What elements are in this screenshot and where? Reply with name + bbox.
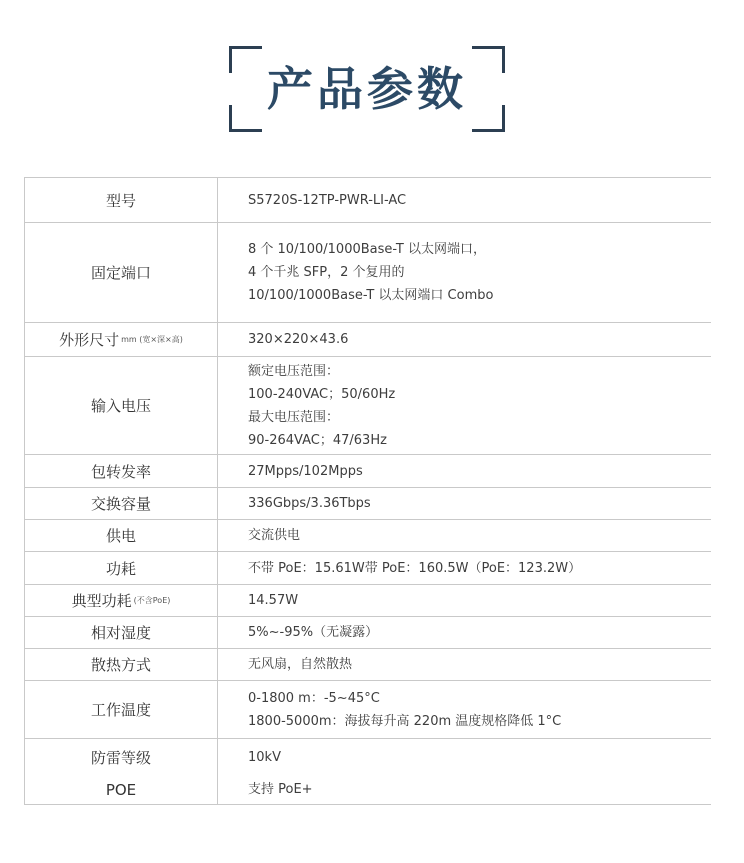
- spec-value-line: 336Gbps/3.36Tbps: [248, 496, 371, 511]
- spec-row-packet-rate: [25, 455, 711, 488]
- spec-label: 型号: [25, 178, 218, 222]
- spec-value: [218, 357, 711, 454]
- spec-row-power-supply: [25, 520, 711, 552]
- spec-value-line: 10kV: [248, 749, 281, 765]
- spec-value: [218, 739, 711, 775]
- spec-label: 交换容量: [25, 488, 218, 519]
- spec-label-text: 外形尺寸: [59, 331, 120, 349]
- spec-value-line: 0-1800 m：-5~45°C: [248, 690, 380, 706]
- spec-label: [25, 585, 218, 616]
- spec-value-line: 90-264VAC；47/63Hz: [248, 432, 387, 448]
- spec-label: 功耗: [25, 552, 218, 584]
- spec-row-typical-power: [25, 585, 711, 617]
- spec-row-dimensions: [25, 323, 711, 357]
- spec-label: 供电: [25, 520, 218, 551]
- spec-label-text: 典型功耗: [71, 592, 132, 610]
- spec-label: [25, 323, 218, 356]
- spec-value-line: 不带 PoE：15.61W带 PoE：160.5W（PoE：123.2W）: [248, 560, 582, 576]
- spec-value-line: 最大电压范围：: [248, 409, 340, 425]
- spec-value: [218, 323, 711, 356]
- spec-value-line: 100-240VAC；50/60Hz: [248, 386, 396, 402]
- title-block: [229, 46, 505, 132]
- spec-value-line: 320×220×43.6: [248, 332, 349, 347]
- spec-row-surge-protection: [25, 739, 711, 775]
- spec-label: 防雷等级: [25, 739, 218, 775]
- spec-label: POE: [25, 775, 218, 804]
- spec-row-switching-capacity: [25, 488, 711, 520]
- spec-table: [24, 177, 711, 805]
- spec-value-line: 27Mpps/102Mpps: [248, 463, 363, 479]
- spec-value-line: 4 个千兆 SFP，2 个复用的: [248, 265, 405, 280]
- spec-label: 工作温度: [25, 681, 218, 738]
- spec-value: [218, 617, 711, 648]
- spec-row-operating-temperature: [25, 681, 711, 739]
- spec-label-note: mm (宽×深×高): [121, 335, 183, 344]
- spec-value: [218, 455, 711, 487]
- spec-row-ports: [25, 223, 711, 323]
- spec-value-line: 额定电压范围：: [248, 363, 340, 379]
- spec-value-line: 8 个 10/100/1000Base-T 以太网端口，: [248, 242, 486, 257]
- spec-value: [218, 585, 711, 616]
- spec-label: 散热方式: [25, 649, 218, 680]
- spec-row-cooling: [25, 649, 711, 681]
- spec-row-humidity: [25, 617, 711, 649]
- spec-row-input-voltage: [25, 357, 711, 455]
- spec-row-poe: [25, 775, 711, 805]
- spec-label: 相对湿度: [25, 617, 218, 648]
- spec-value: [218, 775, 711, 804]
- spec-label: 包转发率: [25, 455, 218, 487]
- spec-value-line: 1800-5000m：海拔每升高 220m 温度规格降低 1°C: [248, 713, 562, 729]
- spec-value: [218, 649, 711, 680]
- spec-value-line: 10/100/1000Base-T 以太网端口 Combo: [248, 288, 494, 303]
- spec-row-model: [25, 178, 711, 223]
- spec-value: [218, 488, 711, 519]
- spec-value: [218, 178, 711, 222]
- spec-value-line: 14.57W: [248, 593, 299, 608]
- spec-value-line: 5%~-95%（无凝露）: [248, 625, 379, 640]
- spec-value-line: 交流供电: [248, 528, 301, 543]
- spec-label: 固定端口: [25, 223, 218, 322]
- spec-value-line: 无风扇，自然散热: [248, 657, 353, 672]
- spec-value: [218, 223, 711, 322]
- spec-value-line: S5720S-12TP-PWR-LI-AC: [248, 192, 407, 208]
- spec-label-note: (不含PoE): [133, 596, 171, 605]
- spec-value-line: 支持 PoE+: [248, 782, 313, 797]
- spec-value: [218, 552, 711, 584]
- page-title: 产品参数: [267, 62, 467, 116]
- spec-value: [218, 520, 711, 551]
- spec-value: [218, 681, 711, 738]
- spec-row-power-consumption: [25, 552, 711, 585]
- spec-label: 输入电压: [25, 357, 218, 454]
